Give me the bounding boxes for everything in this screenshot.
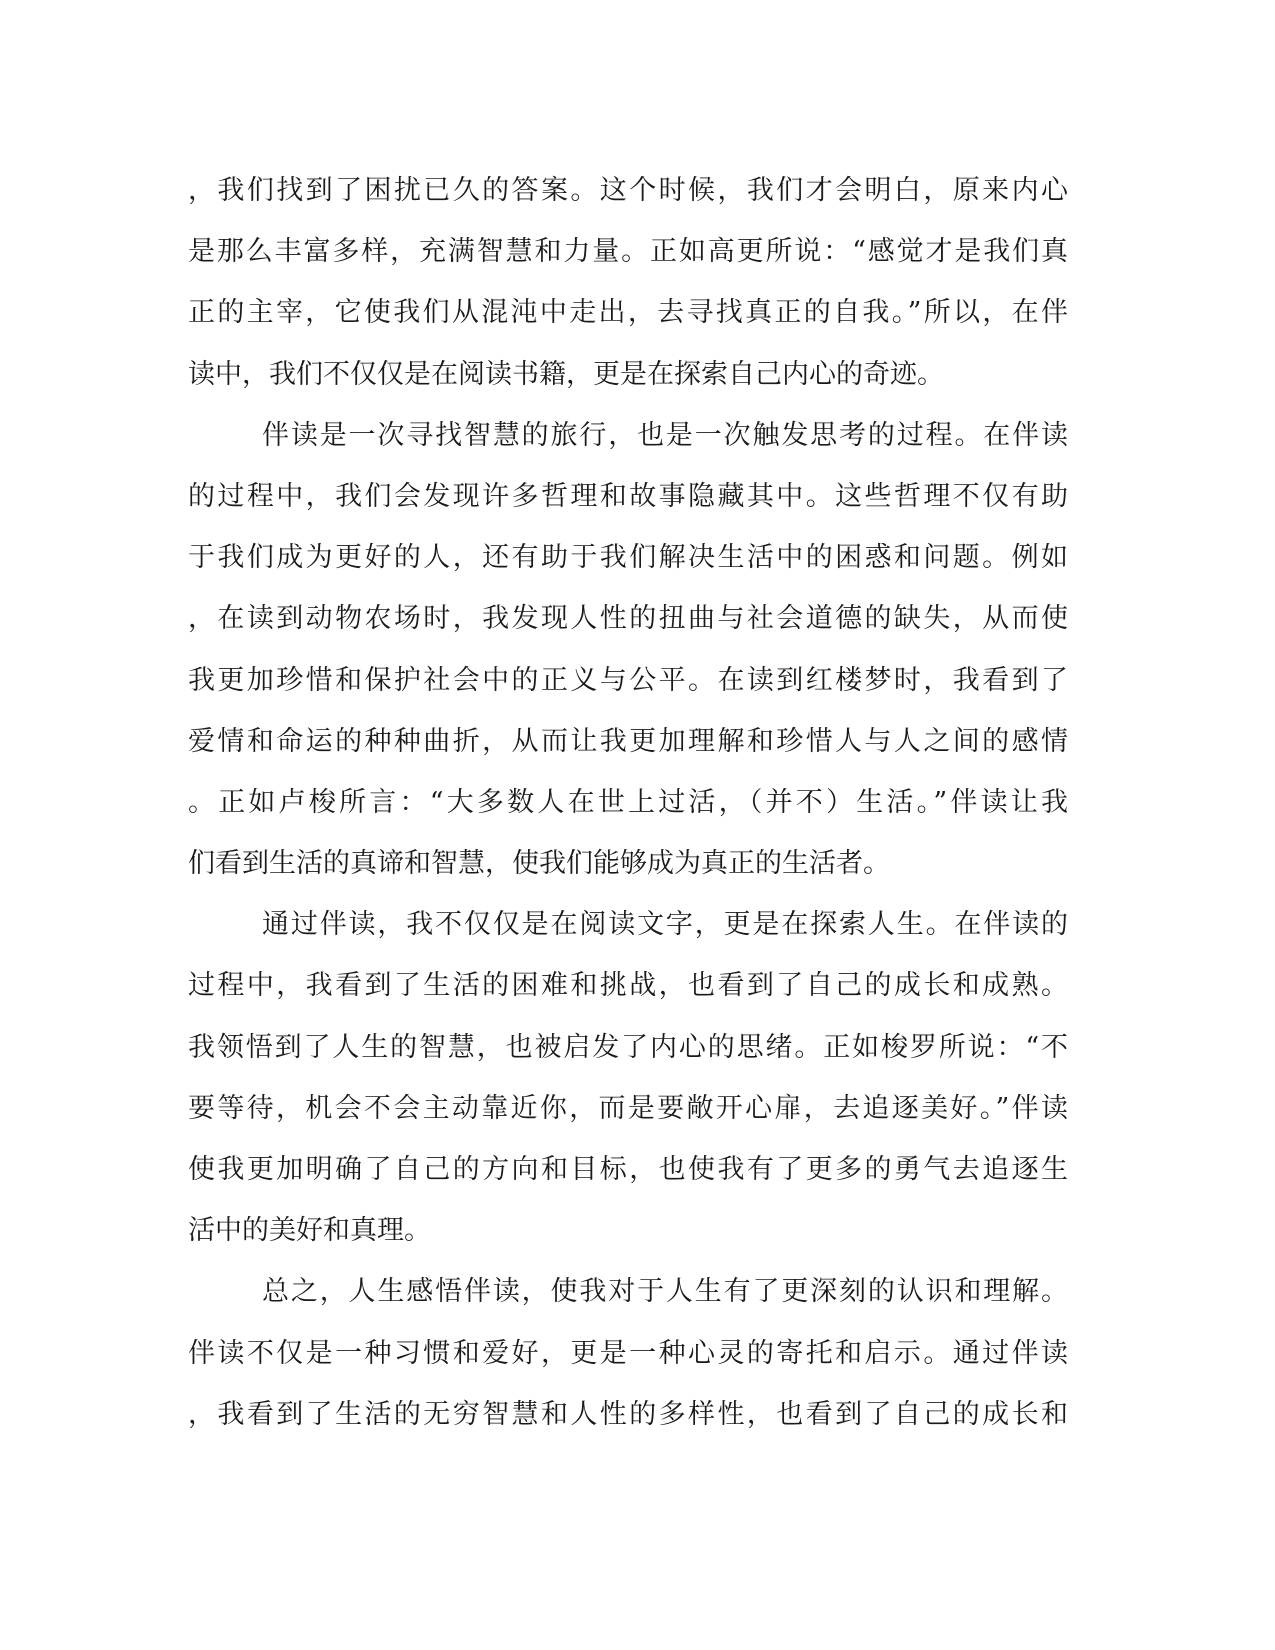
text-line: 正的主宰，它使我们从混沌中走出，去寻找真正的自我。”所以，在伴 (188, 297, 1068, 329)
text-line: 通过伴读，我不仅仅是在阅读文字，更是在探索人生。在伴读的 (262, 909, 1068, 941)
text-line: 于我们成为更好的人，还有助于我们解决生活中的困惑和问题。例如 (188, 542, 1068, 574)
body-text (188, 160, 1068, 1445)
text-line: 爱情和命运的种种曲折，从而让我更加理解和珍惜人与人之间的感情 (188, 725, 1068, 757)
text-line: 使我更加明确了自己的方向和目标，也使我有了更多的勇气去追逐生 (188, 1154, 1068, 1185)
text-line: 我领悟到了人生的智慧，也被启发了内心的思绪。正如梭罗所说：“不 (188, 1031, 1068, 1063)
text-line: 的过程中，我们会发现许多哲理和故事隐藏其中。这些哲理不仅有助 (188, 480, 1068, 512)
text-line: 伴读不仅是一种习惯和爱好，更是一种心灵的寄托和启示。通过伴读 (188, 1337, 1068, 1369)
text-line: ，在读到动物农场时，我发现人性的扭曲与社会道德的缺失，从而使 (188, 603, 1068, 635)
text-line: ，我们找到了困扰已久的答案。这个时候，我们才会明白，原来内心 (188, 175, 1068, 206)
text-line: 总之，人生感悟伴读，使我对于人生有了更深刻的认识和理解。 (262, 1276, 1068, 1308)
text-line: 伴读是一次寻找智慧的旅行，也是一次触发思考的过程。在伴读 (262, 419, 1068, 451)
text-line: 是那么丰富多样，充满智慧和力量。正如高更所说：“感觉才是我们真 (188, 236, 1068, 268)
text-line: 要等待，机会不会主动靠近你，而是要敞开心扉，去追逐美好。”伴读 (188, 1092, 1068, 1124)
text-line: 活中的美好和真理。 (188, 1215, 431, 1247)
text-line: 。正如卢梭所言：“大多数人在世上过活，（并不）生活。”伴读让我 (188, 786, 1068, 818)
text-line: ，我看到了生活的无穷智慧和人性的多样性，也看到了自己的成长和 (188, 1398, 1068, 1430)
text-line: 我更加珍惜和保护社会中的正义与公平。在读到红楼梦时，我看到了 (188, 664, 1068, 696)
text-line: 们看到生活的真谛和智慧，使我们能够成为真正的生活者。 (188, 848, 890, 880)
text-line: 读中，我们不仅仅是在阅读书籍，更是在探索自己内心的奇迹。 (188, 358, 944, 390)
text-line: 过程中，我看到了生活的困难和挑战，也看到了自己的成长和成熟。 (188, 970, 1068, 1002)
